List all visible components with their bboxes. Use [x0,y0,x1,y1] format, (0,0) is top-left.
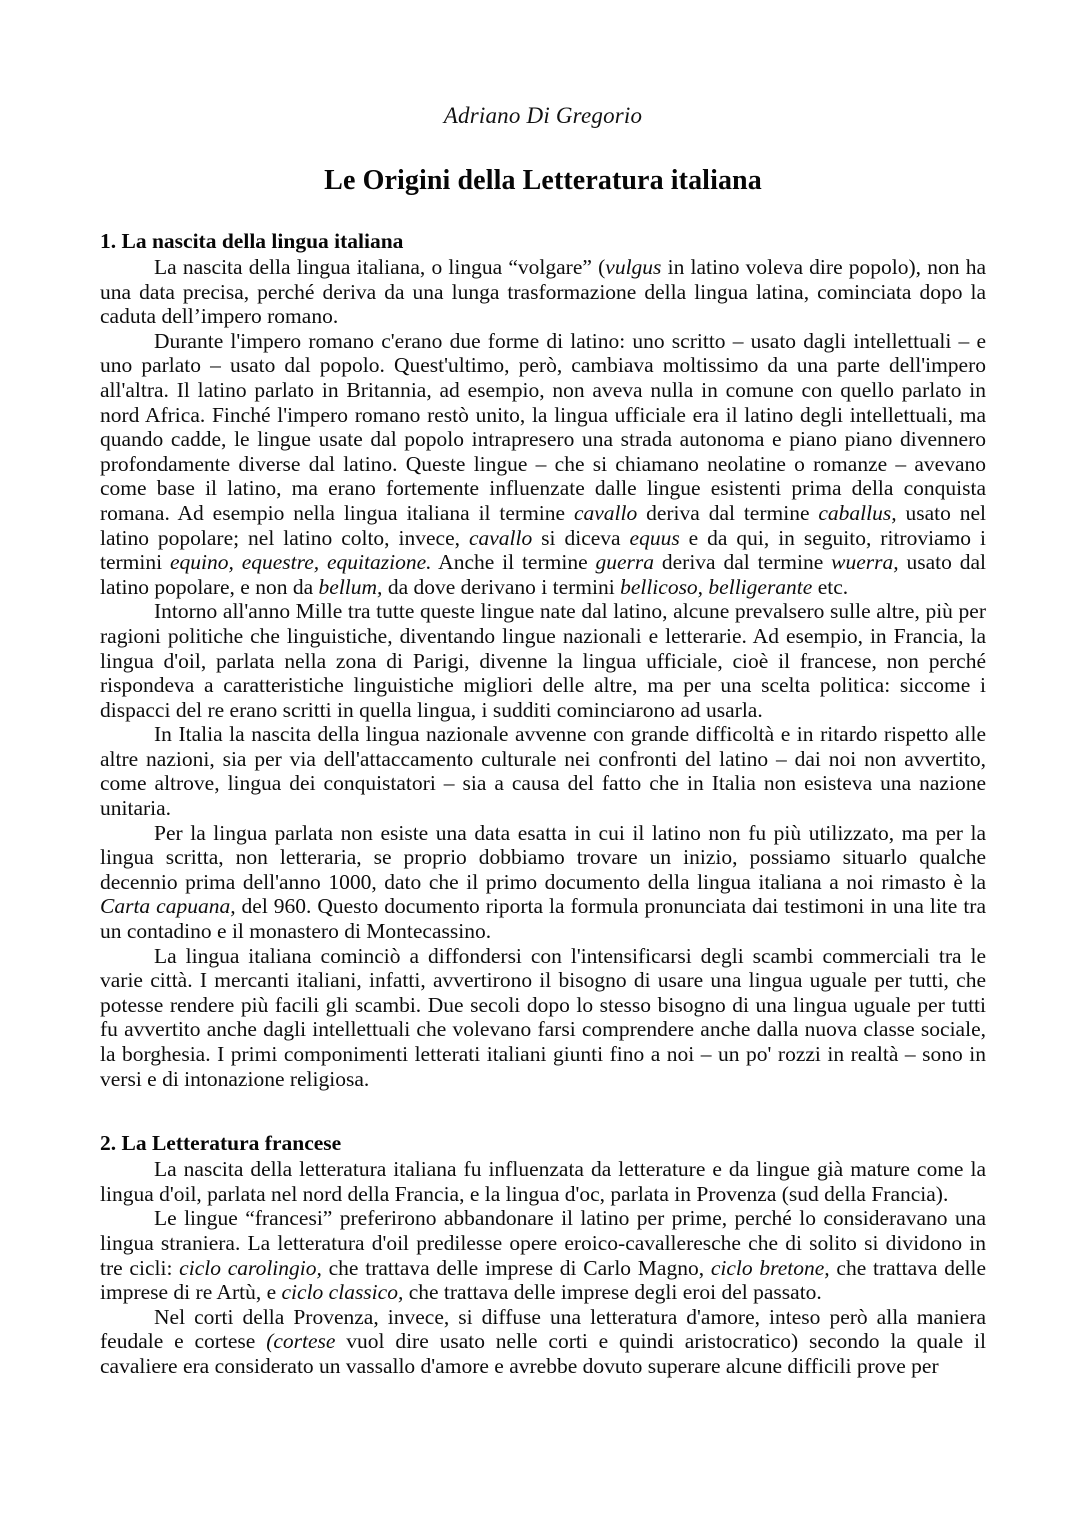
paragraph [100,599,986,722]
text-run: del 960. Questo documento riporta la formula pronunciata dai testimoni in una lite tra un contadino e il monastero di Montecassino. [100,894,986,944]
paragraph [100,329,986,600]
text-run: vuol dire usato nelle corti e quindi aristocratico) secondo la quale il cavaliere era considerato un vassallo d'amore e avrebbe dovuto superare alcune difficili prove per [100,1329,987,1378]
paragraph [100,255,986,329]
paragraph [100,944,986,1092]
text-run: Anche il termine [431,550,596,575]
text-run: La nascita della lingua italiana, o lingua “volgare” ( [154,255,606,279]
text-run: Le lingue “francesi” preferirono abbandonare il latino per prime, perché lo consideravano una lingua straniera. La letteratura d'oil predilesse opere eroico-cavalleresche che di solito si dividono in tre cicli: [100,1206,986,1280]
section-heading-1: 1. La nascita della lingua italiana [100,229,404,253]
italic-run: guerra [595,550,655,575]
italic-run: cavallo [573,500,638,525]
paragraph [100,1206,986,1304]
text-run: che trattava delle imprese degli eroi del passato. [403,1280,822,1305]
italic-run: ciclo carolingio, [179,1255,322,1280]
text-run: La lingua italiana cominciò a diffondersi con l'intensificarsi degli scambi commerciali tra le varie città. I mercanti italiani, infatti, avvertirono il bisogno di usare una lingua uguale per tutti, che potesse rendere più facili gli scambi. Due secoli dopo lo stesso bisogno di una lingua uguale per tutti fu avvertito anche dagli intellettuali che volevano farsi comprendere anche dalla nuova classe sociale, la borghesia. I primi componimenti letterati italiani giunti fino a noi – un po' rozzi in realtà – sono in versi e di intonazione religiosa. [100,943,986,1091]
italic-run: ciclo bretone, [710,1255,830,1280]
paragraph [100,1305,986,1379]
text-run: usato nel latino popolare; nel latino colto, invece, [100,500,986,550]
text-run: deriva dal termine [654,550,832,575]
paragraph [100,1157,986,1206]
text-run: da dove derivano i termini [382,574,621,599]
paragraph [100,821,986,944]
text-run: Durante l'impero romano c'erano due forme di latino: uno scritto – usato dagli intellettuali – e uno parlato – usato dal popolo. Quest'ultimo, però, cambiava moltissimo da una parte dell'impero all'altra. Il latino parlato in Britannia, ad esempio, non aveva nulla in comune con quello parlato in nord Africa. Finché l'impero romano restò unito, la lingua ufficiale era il latino degli intellettuali, ma quando cadde, le lingue usate dal popolo intrapresero una strada autonoma e piano piano divennero profondamente diverse dal latino. Queste lingue – che si chiamano neolatine o romanze – avevano come base il latino, ma erano fortemente influenzate dalle lingue esistenti prima della conquista romana. Ad esempio nella lingua italiana il termine [100,328,986,525]
page-title: Le Origini della Letteratura italiana [324,165,762,196]
text-run: che trattava delle imprese di Carlo Magno, [321,1255,711,1280]
italic-run: Carta capuana, [100,894,236,919]
italic-run: ciclo classico, [281,1280,404,1305]
italic-run: bellum, [318,574,383,599]
text-run: si diceva [532,525,630,550]
text-run: La nascita della letteratura italiana fu influenzata da letterature e da lingue già mature come la lingua d'oil, parlata nel nord della Francia, e la lingua d'oc, parlata in Provenza (sud della Francia). [100,1157,986,1206]
italic-run: caballus, [818,500,897,525]
paragraph [100,722,986,820]
italic-run: wuerra, [831,550,899,575]
text-run: in latino voleva dire popolo), non ha una data precisa, perché deriva da una lunga trasformazione della lingua latina, cominciata dopo la caduta dell’impero romano. [100,255,986,329]
text-run: deriva dal termine [637,500,819,525]
text-run: e da qui, in seguito, ritroviamo i termini [100,525,986,575]
page-content [100,0,986,1379]
italic-run: (cortese [266,1329,336,1354]
text-run: etc. [812,574,849,599]
text-run: che trattava delle imprese di re Artù, e [100,1255,986,1305]
text-run: Nel corti della Provenza, invece, si diffuse una letteratura d'amore, inteso però alla maniera feudale e cortese [100,1304,986,1354]
author-byline: Adriano Di Gregorio [443,103,643,128]
text-run: usato dal latino popolare, e non da [100,550,986,599]
text-run: Per la lingua parlata non esiste una data esatta in cui il latino non fu più utilizzato, ma per la lingua scritta, non letteraria, se proprio dobbiamo trovare un inizio, possiamo situarlo qualche decennio prima dell'anno 1000, dato che il primo documento della lingua italiana a noi rimasto è la [100,820,986,894]
text-run: Intorno all'anno Mille tra tutte queste lingue nate dal latino, alcune prevalsero sulle altre, più per ragioni politiche che linguistiche, diventando lingue nazionali e letterarie. Ad esempio, in Francia, la lingua d'oil, parlata nella zona di Parigi, divenne la lingua ufficiale, cioè il francese, non perché rispondeva a caratteristiche linguistiche migliori delle altre, ma per una scelta politica: siccome i dispacci del re erano scritti in quella lingua, i sudditi cominciarono ad usarla. [100,599,986,722]
italic-run: bellicoso, belligerante [620,574,813,599]
italic-run: equus [629,525,680,550]
text-run: In Italia la nascita della lingua nazionale avvenne con grande difficoltà e in ritardo rispetto alle altre nazioni, sia per via dell'attaccamento culturale nei confronti del latino – dai noi non avvertito, come altrove, lingua dei conquistatori – sia a causa del fatto che in Italia non esisteva una nazione unitaria. [100,722,986,821]
italic-run: cavallo [468,525,533,550]
italic-run: equino, equestre, equitazione. [169,550,432,575]
italic-run: vulgus [605,255,662,279]
section-heading-2: 2. La Letteratura francese [100,1131,342,1156]
